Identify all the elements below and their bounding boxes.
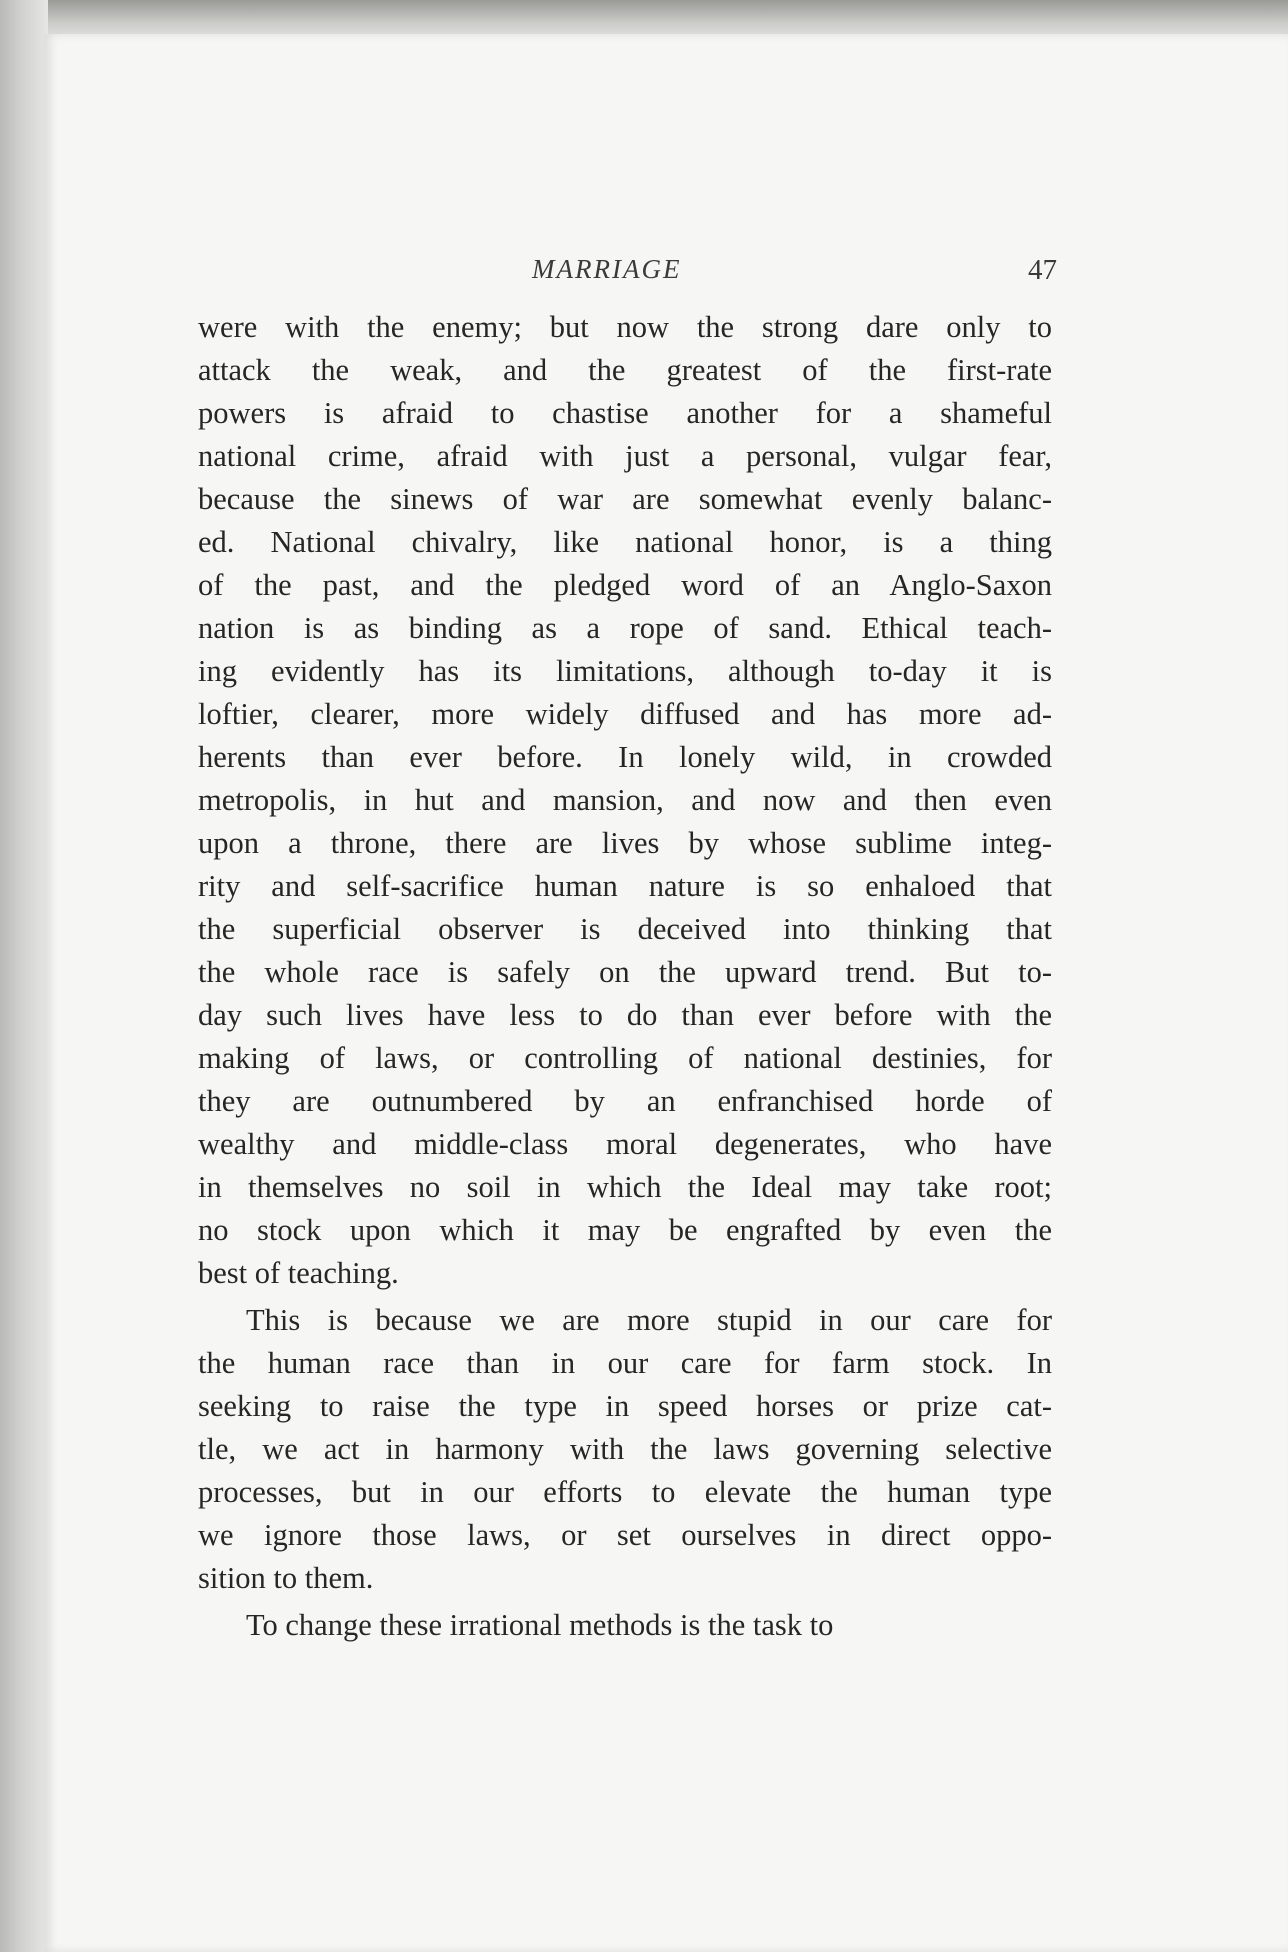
text-line: metropolis, in hut and mansion, and now and then even bbox=[198, 783, 1052, 817]
text-line: upon a throne, there are lives by whose sublime integ- bbox=[198, 826, 1052, 860]
text-line: processes, but in our efforts to elevate the human type bbox=[198, 1475, 1052, 1509]
running-head bbox=[0, 254, 1288, 294]
paragraph bbox=[198, 1299, 1052, 1600]
paragraph bbox=[198, 306, 1052, 1295]
text-line: seeking to raise the type in speed horses or prize cat- bbox=[198, 1389, 1052, 1423]
text-line: ing evidently has its limitations, although to-day it is bbox=[198, 654, 1052, 688]
text-line: herents than ever before. In lonely wild, in crowded bbox=[198, 740, 1052, 774]
text-line: the whole race is safely on the upward trend. But to- bbox=[198, 955, 1052, 989]
text-line: This is because we are more stupid in our care for bbox=[246, 1303, 1052, 1337]
text-line: national crime, afraid with just a personal, vulgar fear, bbox=[198, 439, 1052, 473]
text-line: we ignore those laws, or set ourselves in direct oppo- bbox=[198, 1518, 1052, 1552]
text-line: the human race than in our care for farm stock. In bbox=[198, 1346, 1052, 1380]
running-title: MARRIAGE bbox=[532, 254, 682, 284]
text-line: nation is as binding as a rope of sand. Ethical teach- bbox=[198, 611, 1052, 645]
page-number: 47 bbox=[1028, 254, 1057, 286]
paragraph bbox=[198, 1604, 1052, 1647]
text-line: To change these irrational methods is the task to bbox=[246, 1608, 834, 1642]
text-line: sition to them. bbox=[198, 1561, 374, 1595]
text-line: they are outnumbered by an enfranchised horde of bbox=[198, 1084, 1052, 1118]
text-line: making of laws, or controlling of national destinies, for bbox=[198, 1041, 1052, 1075]
text-line: best of teaching. bbox=[198, 1256, 399, 1290]
body-text bbox=[198, 306, 1052, 1647]
text-line: no stock upon which it may be engrafted by even the bbox=[198, 1213, 1052, 1247]
text-line: the superficial observer is deceived into thinking that bbox=[198, 912, 1052, 946]
text-line: loftier, clearer, more widely diffused and has more ad- bbox=[198, 697, 1052, 731]
text-line: because the sinews of war are somewhat evenly balanc- bbox=[198, 482, 1052, 516]
text-line: ed. National chivalry, like national honor, is a thing bbox=[198, 525, 1052, 559]
text-line: were with the enemy; but now the strong dare only to bbox=[198, 310, 1052, 344]
text-line: attack the weak, and the greatest of the first-rate bbox=[198, 353, 1052, 387]
text-line: wealthy and middle-class moral degenerates, who have bbox=[198, 1127, 1052, 1161]
text-line: in themselves no soil in which the Ideal may take root; bbox=[198, 1170, 1052, 1204]
text-line: powers is afraid to chastise another for a shameful bbox=[198, 396, 1052, 430]
text-line: tle, we act in harmony with the laws governing selective bbox=[198, 1432, 1052, 1466]
text-line: of the past, and the pledged word of an Anglo-Saxon bbox=[198, 568, 1052, 602]
text-line: rity and self-sacrifice human nature is so enhaloed that bbox=[198, 869, 1052, 903]
text-line: day such lives have less to do than ever before with the bbox=[198, 998, 1052, 1032]
